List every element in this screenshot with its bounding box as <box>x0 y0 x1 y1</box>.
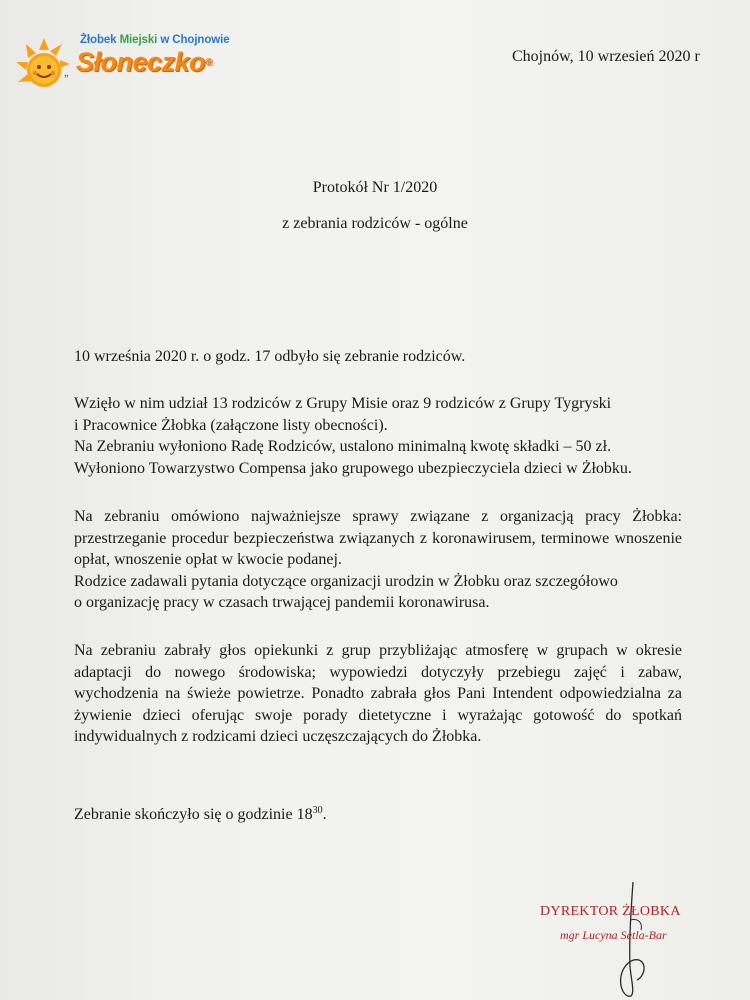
logo-name-text: Słoneczko <box>76 47 206 77</box>
paragraph-attendance <box>74 393 682 479</box>
text-line: indywidualnych z rodzicami dzieci uczęszczających do Żłobka. <box>74 728 482 745</box>
registered-mark: ® <box>205 57 212 68</box>
signature-stamp <box>540 904 730 943</box>
closing-time-minutes: 30 <box>312 805 323 816</box>
logo-word-chojnow: w Chojnowie <box>160 34 230 46</box>
text-line: opłat, wnoszenie opłat w kwocie podanej. <box>74 551 342 568</box>
text-line: Rodzice zadawali pytania dotyczące organizacji urodzin w Żłobku oraz szczegółowo <box>74 572 618 590</box>
logo-word-zlobek: Żłobek <box>80 34 117 46</box>
nursery-logo <box>14 32 244 92</box>
closing-text: Zebranie skończyło się o godzinie 18 <box>74 806 313 823</box>
paragraph-topics <box>74 506 682 614</box>
text-line: przestrzeganie procedur bezpieczeństwa związanych z koronawirusem, terminowe wnoszenie <box>74 529 682 547</box>
logo-subtitle <box>80 34 230 46</box>
paragraph-speakers <box>74 640 682 748</box>
protocol-subtitle: z zebrania rodziców - ogólne <box>282 215 468 232</box>
text-line: Wzięło w nim udział 13 rodziców z Grupy Misie oraz 9 rodziców z Grupy Tygryski <box>74 395 612 412</box>
director-name: mgr Lucyna Setla-Bar <box>560 928 667 942</box>
protocol-title: Protokół Nr 1/2020 <box>312 179 438 196</box>
logo-name <box>76 47 212 78</box>
text-line: Wyłoniono Towarzystwo Compensa jako grupowego ubezpieczyciela dzieci w Żłobku. <box>74 459 632 477</box>
text-line: adaptacji do nowego środowiska; wypowiedzi dotyczyły przebiegu zajęć i zabaw, <box>74 663 682 681</box>
text-line: 10 września 2020 r. o godz. 17 odbyło się zebranie rodziców. <box>74 348 466 365</box>
text-line: i Pracownice Żłobka (załączone listy obecności). <box>74 416 388 434</box>
sun-icon <box>14 36 78 92</box>
text-line <box>74 804 682 826</box>
text-line: o organizację pracy w czasach trwającej pandemii koronawirusa. <box>74 594 490 611</box>
text-line: żywienie dzieci oferując swoje porady dietetyczne i wyrażając gotowość do spotkań <box>74 706 682 724</box>
director-title: DYREKTOR ŻŁOBKA <box>540 904 681 919</box>
logo-word-miejski: Miejski <box>119 34 158 46</box>
paragraph-closing <box>74 804 682 826</box>
paragraph-intro <box>74 346 682 368</box>
text-line: Na zebraniu omówiono najważniejsze sprawy związane z organizacją pracy Żłobka: <box>74 508 682 525</box>
logo-quote-mark: „ <box>64 68 69 78</box>
text-line: Na zebraniu zabrały głos opiekunki z grup przybliżając atmosferę w grupach w okresie <box>74 642 682 659</box>
text-line: Na Zebraniu wyłoniono Radę Rodziców, ustalono minimalną kwotę składki – 50 zł. <box>74 438 612 455</box>
document-date: Chojnów, 10 wrzesień 2020 r <box>512 48 700 65</box>
text-line: wychodzenia na świeże powietrze. Ponadto zabrała głos Pani Intendent odpowiedzialna za <box>74 685 682 702</box>
closing-period: . <box>322 806 327 823</box>
